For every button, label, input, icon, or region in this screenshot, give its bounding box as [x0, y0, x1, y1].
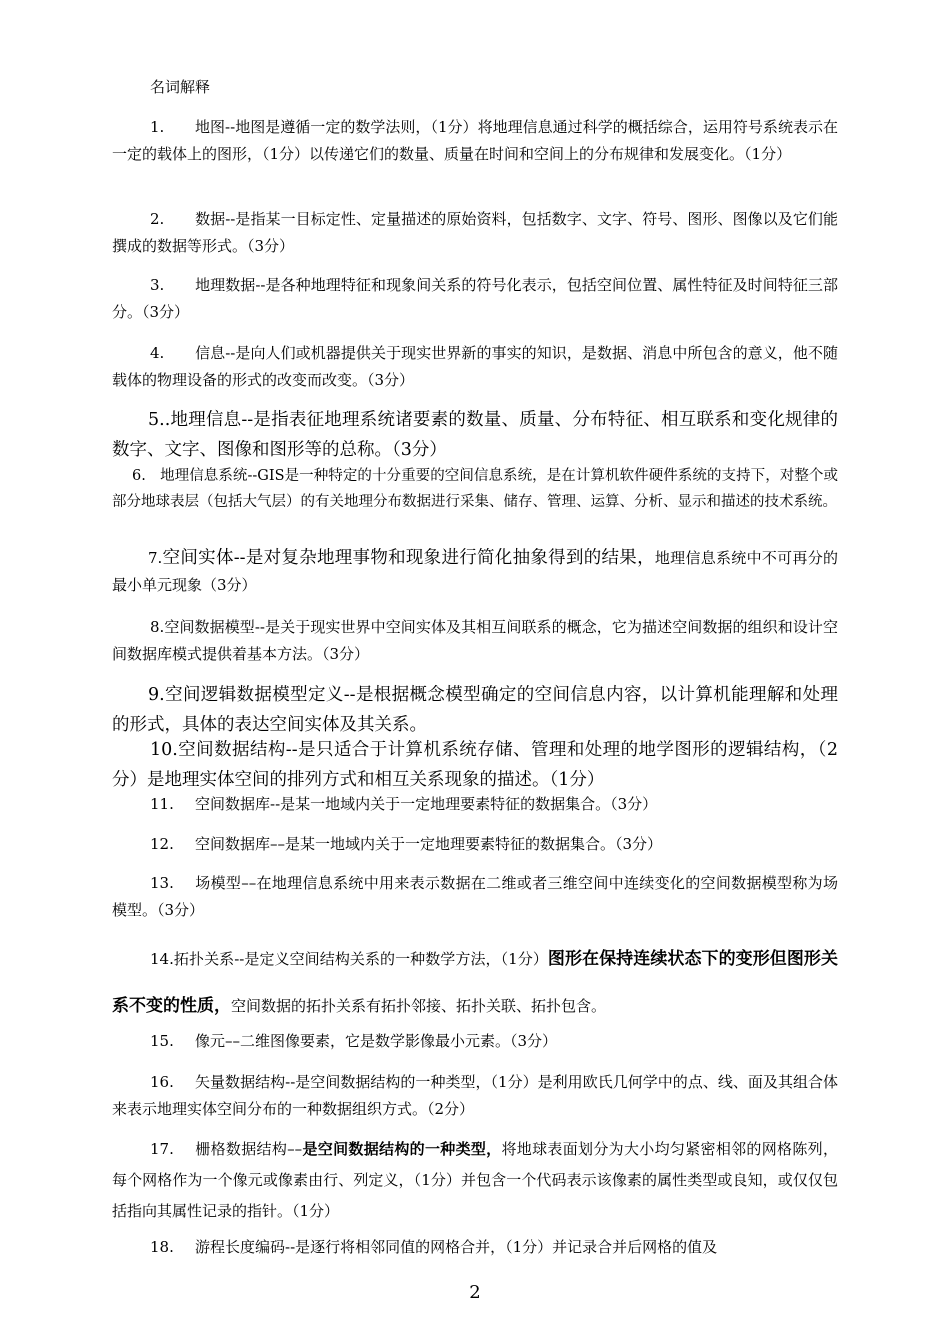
entry-number: 5. — [148, 410, 165, 430]
entry-number: 10. — [150, 740, 178, 760]
entry-12 — [112, 831, 838, 858]
entry-number: 7. — [148, 549, 163, 567]
entry-text: 游程长度编码--是逐行将相邻同值的网格合并，（1分）并记录合并后网格的值及 — [195, 1238, 718, 1256]
entry-text: 场模型––在地理信息系统中用来表示数据在二维或者三维空间中连续变化的空间数据模型称为场模型。（3分） — [112, 874, 838, 919]
entry-text: 地理信息系统--GIS是一种特定的十分重要的空间信息系统，是在计算机软件硬件系统的支持下，对整个或部分地球表层（包括大气层）的有关地理分布数据进行采集、储存、管理、运算、分析、显示和描述的技术系统。 — [112, 468, 838, 510]
entry-number: 18. — [150, 1238, 174, 1256]
page-number: 2 — [469, 1282, 481, 1303]
entry-number: 9. — [148, 685, 165, 705]
entry-text: 空间数据结构--是只适合于计算机系统存储、管理和处理的地学图形的逻辑结构，（2分）是地理实体空间的排列方式和相互关系现象的描述。（1分） — [112, 740, 838, 790]
entry-text: 栅格数据结构–– — [195, 1140, 303, 1158]
entry-text: .地理信息--是指表征地理系统诸要素的数量、质量、分布特征、相互联系和变化规律的数字、文字、图像和图形等的总称。（3分） — [112, 410, 838, 460]
entry-number: 11. — [150, 795, 174, 813]
entry-text: 空间逻辑数据模型定义--是根据概念模型确定的空间信息内容，以计算机能理解和处理的形式，具体的表达空间实体及其关系。 — [112, 685, 838, 735]
entry-text: 数据--是指某一目标定性、定量描述的原始资料，包括数字、文字、符号、图形、图像以及它们能撰成的数据等形式。（3分） — [112, 210, 838, 255]
entry-number: 12. — [150, 835, 174, 853]
entry-18 — [112, 1234, 838, 1261]
entry-number: 4. — [150, 344, 165, 362]
entry-text-continued: 地理信息系统中不可再分的最小单元现象（3分） — [112, 549, 838, 594]
entry-number: 8. — [150, 618, 165, 636]
entry-15 — [112, 1028, 838, 1055]
entry-text: 地理数据--是各种地理特征和现象间关系的符号化表示，包括空间位置、属性特征及时间特征三部分。（3分） — [112, 276, 838, 321]
entry-5 — [112, 405, 838, 465]
entry-text: 矢量数据结构--是空间数据结构的一种类型，（1分）是利用欧氏几何学中的点、线、面及其组合体来表示地理实体空间分布的一种数据组织方式。（2分） — [112, 1073, 838, 1118]
entry-14 — [112, 936, 838, 1030]
entry-text: 像元––二维图像要素，它是数学影像最小元素。（3分） — [195, 1032, 558, 1050]
entry-text-bold: 是空间数据结构的一种类型， — [302, 1140, 502, 1158]
entry-number: 15. — [150, 1032, 174, 1050]
entry-17 — [112, 1134, 838, 1227]
entry-text-bold: 图形在保持连续状态下的变形但图形关系不变的性质， — [112, 949, 839, 1016]
entry-7 — [112, 545, 838, 599]
entry-number: 13. — [150, 874, 174, 892]
entry-11 — [112, 791, 838, 818]
entry-text: 地图--地图是遵循一定的数学法则，（1分）将地理信息通过科学的概括综合，运用符号系统表示在一定的载体上的图形，（1分）以传递它们的数量、质量在时间和空间上的分布规律和发展变化。（1分） — [112, 118, 838, 163]
entry-6 — [112, 463, 838, 515]
entry-10 — [112, 735, 838, 795]
entry-2 — [112, 206, 838, 260]
entry-text: 拓扑关系--是定义空间结构关系的一种数学方法，（1分） — [173, 950, 548, 968]
entry-1 — [112, 114, 838, 168]
entry-9 — [112, 680, 838, 740]
entry-number: 17. — [150, 1140, 174, 1158]
entry-text-continued: 将地球表面划分为大小均匀紧密相邻的网格陈列，每个网格作为一个像元或像素由行、列定义，（1分）并包含一个代码表示该像素的属性类型或良知，或仅仅包括指向其属性记录的指针。（1分） — [112, 1140, 838, 1220]
entry-4 — [112, 340, 838, 394]
entry-text-continued: 空间数据的拓扑关系有拓扑邻接、拓扑关联、拓扑包含。 — [231, 997, 607, 1015]
entry-text: 空间实体--是对复杂地理事物和现象进行简化抽象得到的结果， — [162, 548, 655, 568]
entry-number: 3. — [150, 276, 165, 294]
entry-text: 空间数据库--是某一地域内关于一定地理要素特征的数据集合。（3分） — [195, 795, 658, 813]
entry-text: 信息--是向人们或机器提供关于现实世界新的事实的知识，是数据、消息中所包含的意义，他不随载体的物理设备的形式的改变而改变。（3分） — [112, 344, 838, 389]
entry-13 — [112, 870, 838, 924]
entry-text: 空间数据模型--是关于现实世界中空间实体及其相互间联系的概念，它为描述空间数据的组织和设计空间数据库模式提供着基本方法。（3分） — [112, 618, 838, 663]
entry-number: 14. — [150, 950, 174, 968]
entry-number: 1. — [150, 118, 165, 136]
entry-number: 6. — [132, 468, 146, 484]
entry-16 — [112, 1069, 838, 1123]
entry-text: 空间数据库––是某一地域内关于一定地理要素特征的数据集合。（3分） — [195, 835, 663, 853]
section-heading: 名词解释 — [150, 78, 211, 96]
entry-3 — [112, 272, 838, 326]
entry-number: 2. — [150, 210, 165, 228]
entry-8 — [112, 614, 838, 668]
entry-number: 16. — [150, 1073, 174, 1091]
